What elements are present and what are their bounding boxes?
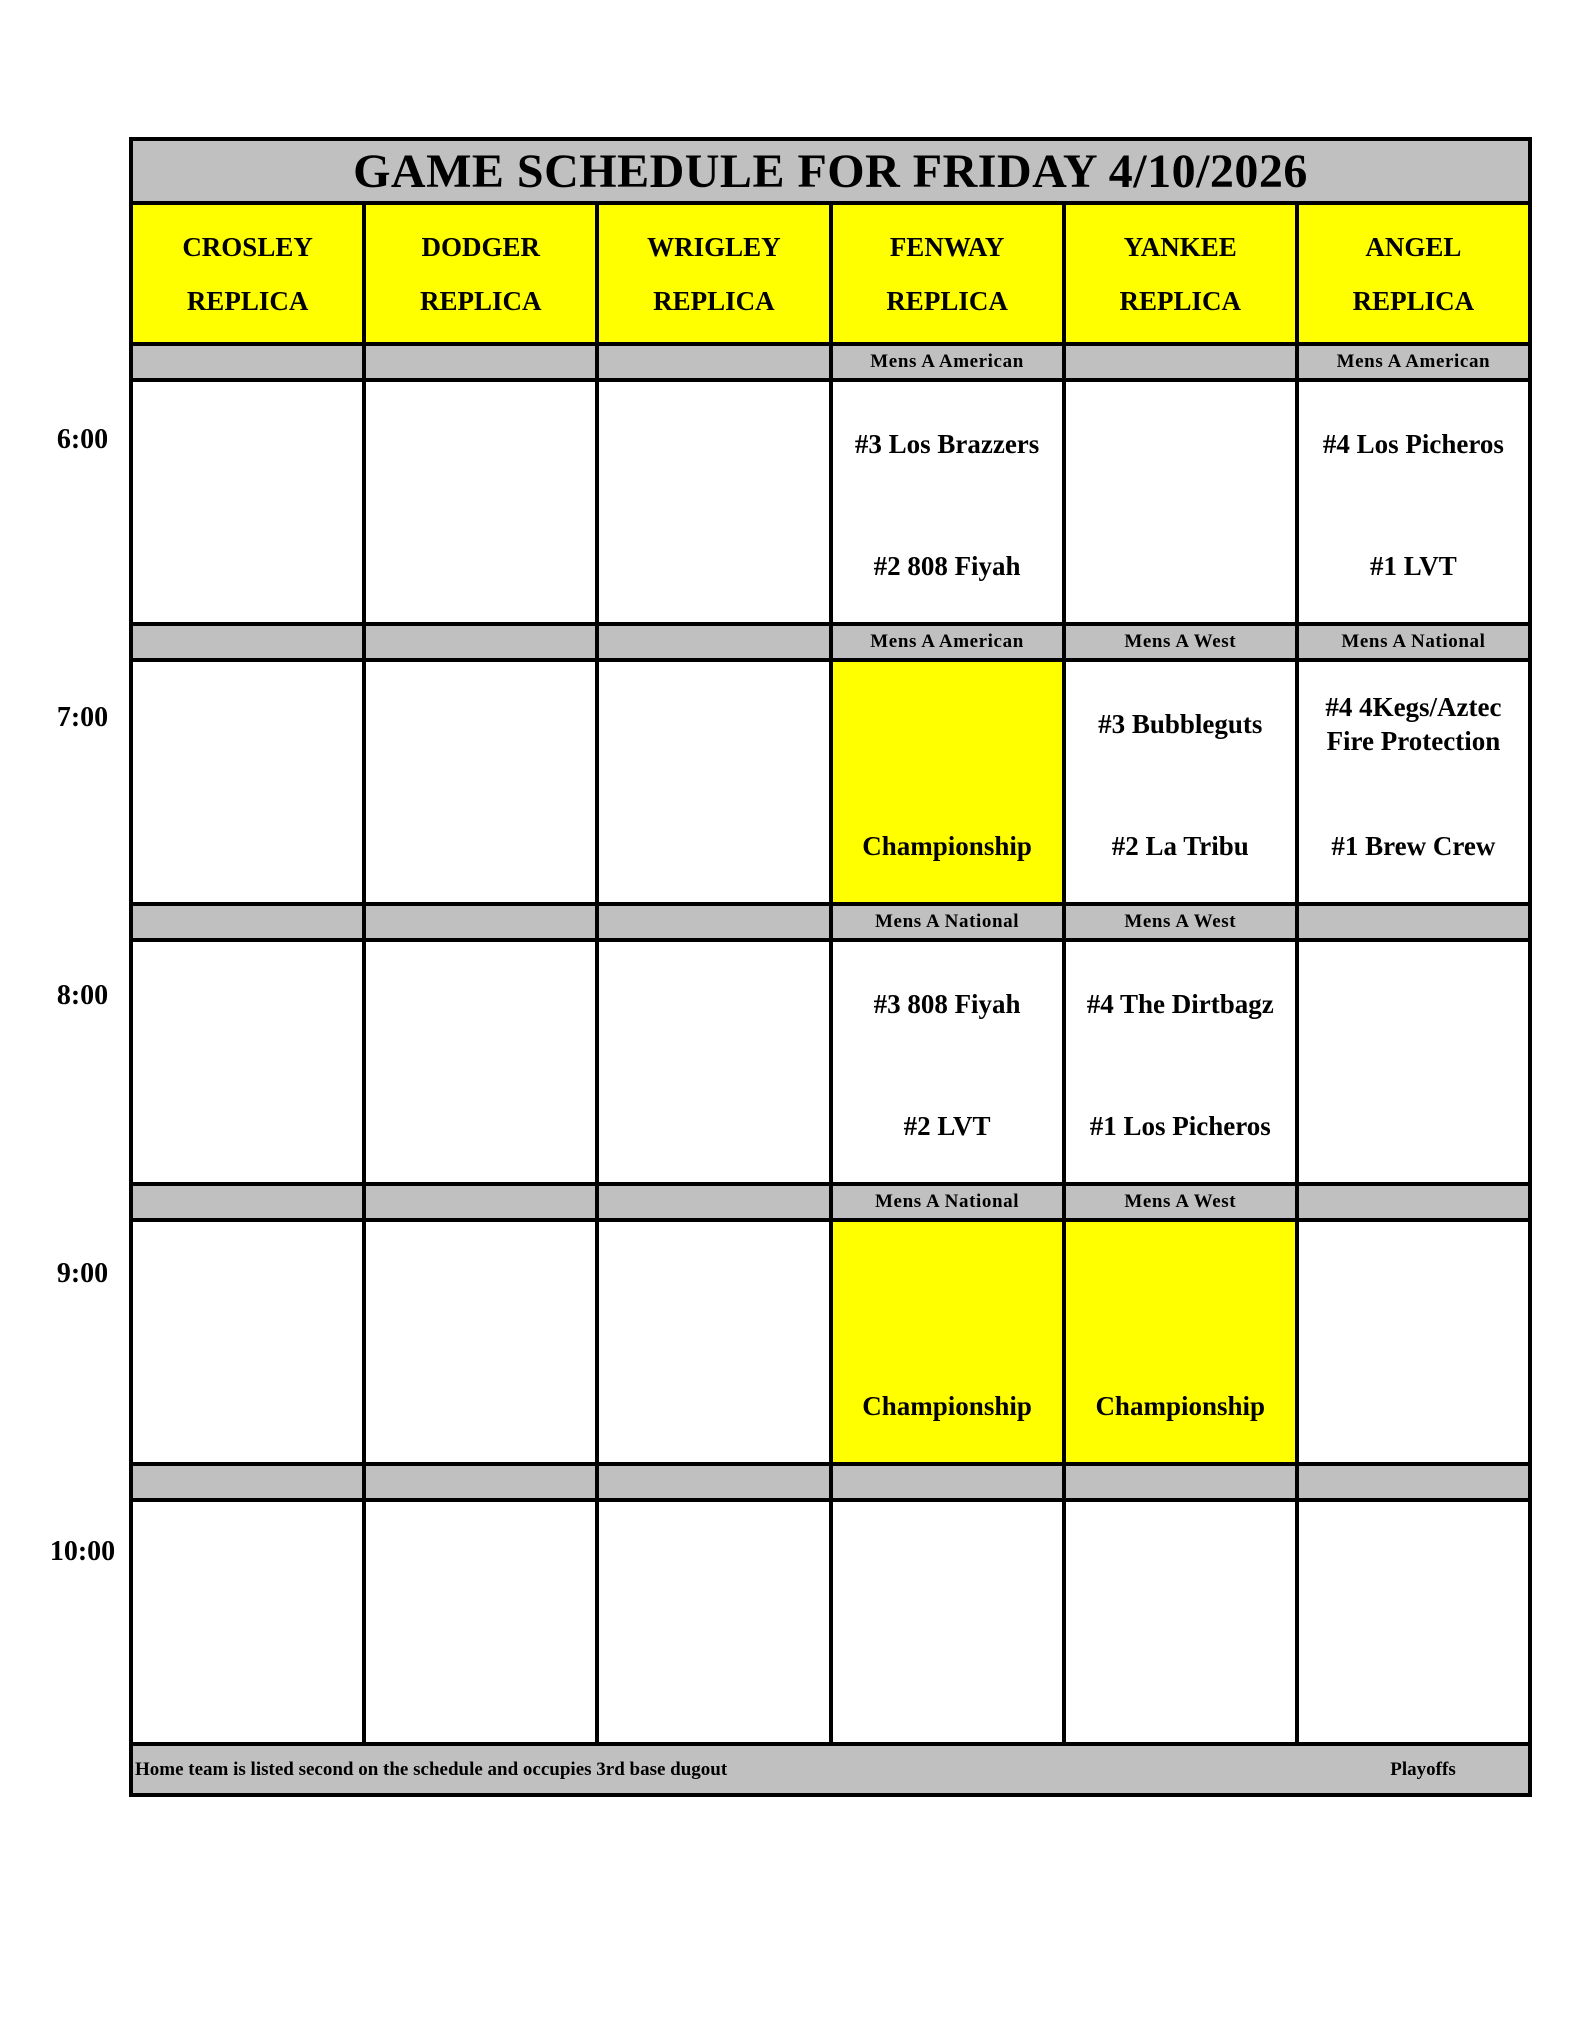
game-cell xyxy=(1066,662,1295,902)
time-column xyxy=(0,0,130,2041)
game-cell xyxy=(133,1502,362,1742)
time-label-7: 7:00 xyxy=(56,702,109,733)
division-label xyxy=(133,906,362,938)
game-cell xyxy=(133,1222,362,1462)
field-header-yankee xyxy=(1066,205,1295,342)
field-name: ANGEL xyxy=(1365,231,1462,262)
field-type: REPLICA xyxy=(186,285,309,316)
away-team: #3 808 Fiyah xyxy=(873,989,1021,1019)
division-label xyxy=(366,346,595,378)
field-name: WRIGLEY xyxy=(647,231,781,262)
game-cell xyxy=(833,662,1062,902)
division-label: Mens A West xyxy=(1066,1186,1295,1218)
game-cell xyxy=(133,942,362,1182)
game-cell xyxy=(1299,382,1528,622)
away-team: #3 Los Brazzers xyxy=(854,429,1040,459)
home-team: Championship xyxy=(1095,1391,1266,1421)
game-cell xyxy=(833,942,1062,1182)
page-title: GAME SCHEDULE FOR FRIDAY 4/10/2026 xyxy=(133,141,1528,201)
time-label-9: 9:00 xyxy=(56,1258,109,1289)
footer-tag: Playoffs xyxy=(1390,1758,1456,1780)
away-team: #4 The Dirtbagz xyxy=(1086,989,1274,1019)
home-team: Championship xyxy=(862,1391,1032,1421)
home-team: Championship xyxy=(862,831,1032,861)
game-cell xyxy=(833,1222,1062,1462)
home-team: #1 Brew Crew xyxy=(1331,831,1496,861)
footer-bar xyxy=(133,1746,1528,1793)
game-cell xyxy=(599,942,828,1182)
division-label xyxy=(599,1466,828,1498)
game-cell xyxy=(1299,1222,1528,1462)
time-label-6: 6:00 xyxy=(56,424,109,455)
division-label xyxy=(366,1466,595,1498)
field-type: REPLICA xyxy=(1119,285,1241,316)
division-label xyxy=(833,1466,1062,1498)
game-cell xyxy=(1299,662,1528,902)
away-team: #4 Los Picheros xyxy=(1322,429,1504,459)
game-cell xyxy=(833,382,1062,622)
division-label xyxy=(366,626,595,658)
division-label xyxy=(366,1186,595,1218)
field-name: DODGER xyxy=(421,231,540,262)
game-cell xyxy=(366,382,595,622)
division-label xyxy=(1066,346,1295,378)
game-cell xyxy=(366,1502,595,1742)
division-label xyxy=(133,1466,362,1498)
division-label xyxy=(133,626,362,658)
division-label: Mens A West xyxy=(1066,626,1295,658)
field-header-angel xyxy=(1299,205,1528,342)
time-label-8: 8:00 xyxy=(56,980,109,1011)
field-name: YANKEE xyxy=(1123,231,1237,262)
home-team: #1 Los Picheros xyxy=(1089,1111,1271,1141)
game-cell xyxy=(599,1222,828,1462)
home-team: #2 LVT xyxy=(903,1111,991,1141)
away-team: #4 4Kegs/Aztec Fire Protection xyxy=(1325,692,1502,756)
division-label xyxy=(599,1186,828,1218)
game-cell xyxy=(1299,1502,1528,1742)
division-label xyxy=(366,906,595,938)
time-label-10: 10:00 xyxy=(49,1536,116,1567)
division-label xyxy=(133,1186,362,1218)
game-cell xyxy=(133,382,362,622)
division-label: Mens A National xyxy=(833,1186,1062,1218)
game-cell xyxy=(1299,942,1528,1182)
field-name: CROSLEY xyxy=(182,231,313,262)
game-cell xyxy=(366,1222,595,1462)
division-label xyxy=(599,906,828,938)
game-cell xyxy=(1066,382,1295,622)
home-team: #2 808 Fiyah xyxy=(873,551,1021,581)
division-label xyxy=(1066,1466,1295,1498)
field-header-wrigley xyxy=(599,205,828,342)
game-cell xyxy=(599,382,828,622)
division-label xyxy=(1299,1466,1528,1498)
game-cell xyxy=(133,662,362,902)
game-cell xyxy=(599,662,828,902)
division-label: Mens A National xyxy=(833,906,1062,938)
field-type: REPLICA xyxy=(886,285,1008,316)
field-header-crosley xyxy=(133,205,362,342)
field-header-dodger xyxy=(366,205,595,342)
field-header-fenway xyxy=(833,205,1062,342)
division-label: Mens A American xyxy=(1299,346,1528,378)
game-cell xyxy=(1066,1502,1295,1742)
away-team: #3 Bubbleguts xyxy=(1098,709,1263,739)
field-type: REPLICA xyxy=(653,285,775,316)
division-label xyxy=(1299,1186,1528,1218)
game-cell xyxy=(599,1502,828,1742)
footer-note: Home team is listed second on the schedule and occupies 3rd base dugout xyxy=(135,1758,728,1780)
division-label: Mens A American xyxy=(833,346,1062,378)
game-cell xyxy=(366,942,595,1182)
division-label xyxy=(599,626,828,658)
schedule-table xyxy=(129,137,1532,1797)
game-cell xyxy=(833,1502,1062,1742)
division-label: Mens A West xyxy=(1066,906,1295,938)
division-label xyxy=(1299,906,1528,938)
division-label xyxy=(133,346,362,378)
game-cell xyxy=(1066,1222,1295,1462)
division-label: Mens A American xyxy=(833,626,1062,658)
division-label xyxy=(599,346,828,378)
field-type: REPLICA xyxy=(1352,285,1475,316)
field-name: FENWAY xyxy=(889,231,1005,262)
field-type: REPLICA xyxy=(419,285,542,316)
home-team: #1 LVT xyxy=(1370,551,1457,581)
division-label: Mens A National xyxy=(1299,626,1528,658)
home-team: #2 La Tribu xyxy=(1111,831,1249,861)
game-cell xyxy=(366,662,595,902)
game-cell xyxy=(1066,942,1295,1182)
